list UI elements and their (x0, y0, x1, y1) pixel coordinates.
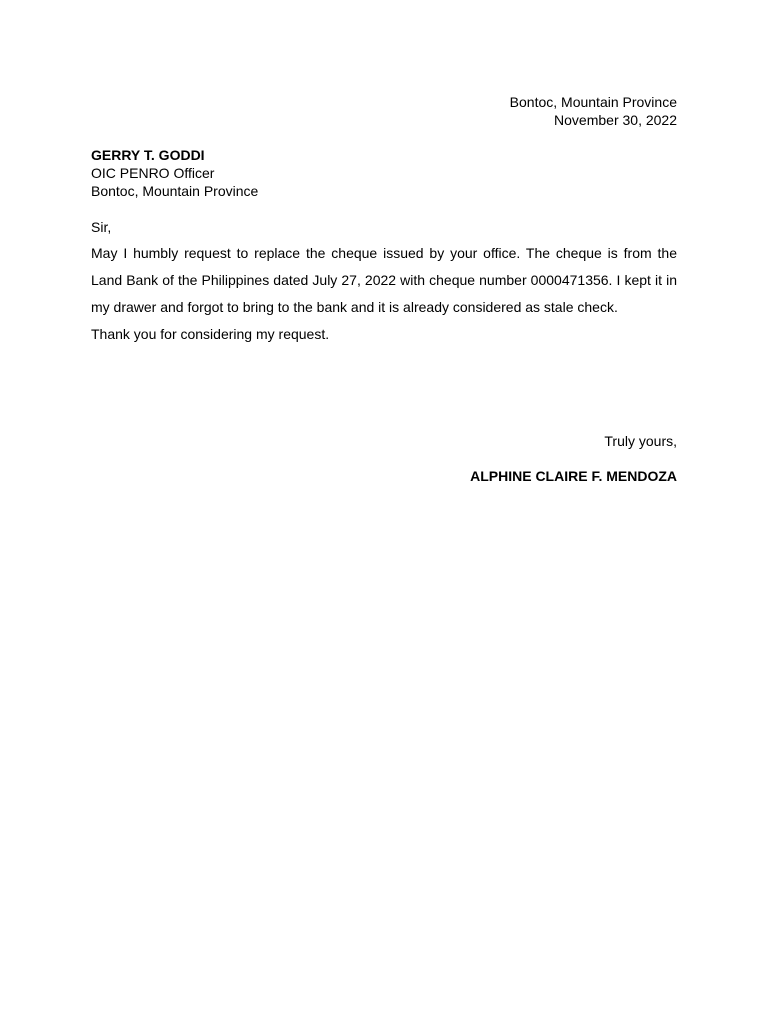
body-paragraph-thanks: Thank you for considering my request. (91, 326, 330, 342)
letter-header (510, 93, 677, 129)
signature-name: ALPHINE CLAIRE F. MENDOZA (470, 468, 677, 484)
sender-location: Bontoc, Mountain Province (509, 94, 677, 110)
letter-body (91, 240, 677, 348)
addressee-block (91, 146, 258, 200)
salutation: Sir, (91, 219, 112, 235)
complimentary-closing: Truly yours, (604, 433, 677, 449)
body-paragraph-request: May I humbly request to replace the cheque issued by your office. The cheque is from the Land Bank of the Philippines dated July 27, 2022 with cheque number 0000471356. I kept it in my drawer and forgot to bring to the bank and it is already considered as stale check. (91, 245, 677, 315)
addressee-address: Bontoc, Mountain Province (91, 183, 259, 199)
addressee-title: OIC PENRO Officer (91, 165, 215, 181)
letter-date: November 30, 2022 (554, 112, 677, 128)
addressee-name: GERRY T. GODDI (91, 147, 205, 163)
